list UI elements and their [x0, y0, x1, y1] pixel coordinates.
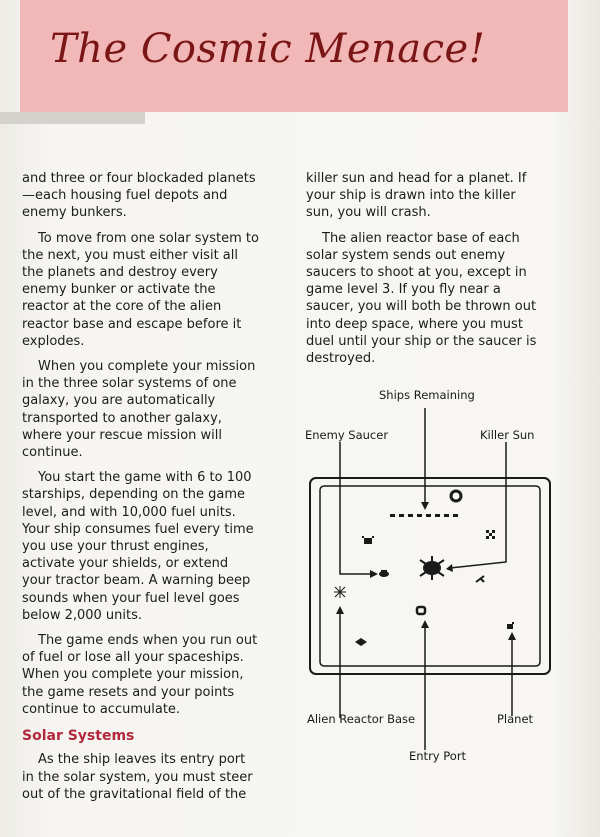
right-column — [306, 170, 546, 375]
alien-reactor-base-icon — [334, 586, 346, 598]
leader-lines — [340, 408, 512, 750]
planet-icon — [507, 622, 514, 629]
label-alien-reactor-base: Alien Reactor Base — [307, 712, 416, 726]
paragraph: The alien reactor base of each solar system sends out enemy saucers to shoot at you, except in game level 3. If you fly near a saucer, you will both be thrown out into deep space, where you must duel until your ship or the saucer is destroyed. — [306, 230, 537, 367]
paragraph: killer sun and head for a planet. If your ship is drawn into the killer sun, you will crash. — [306, 171, 527, 221]
paragraph: As the ship leaves its entry port in the solar system, you must steer out of the gravitational field of the — [22, 752, 253, 802]
label-entry-port: Entry Port — [409, 749, 467, 763]
diamond-object-icon — [355, 638, 367, 646]
label-planet: Planet — [497, 712, 534, 726]
entry-port-icon — [417, 607, 425, 614]
player-ship-icon — [476, 576, 484, 582]
paragraph: and three or four blockaded planets—each housing fuel depots and enemy bunkers. — [22, 171, 256, 221]
paragraph: You start the game with 6 to 100 starships, depending on the game level, and with 10,000 fuel units. Your ship consumes fuel every time you use your thrust engines, activate your shields, or extend your tractor beam. A warning beep sounds when your fuel level goes below 2,000 units. — [22, 470, 254, 623]
screen-inner-frame — [320, 486, 540, 666]
left-column — [22, 170, 260, 811]
label-killer-sun: Killer Sun — [480, 428, 535, 442]
enemy-saucer-icon — [379, 570, 389, 577]
label-ships-remaining: Ships Remaining — [379, 388, 475, 402]
game-screen-diagram — [300, 380, 560, 770]
paragraph: The game ends when you run out of fuel or lose all your spaceships. When you complete your mission, the game resets and your points continue to accumulate. — [22, 633, 258, 717]
page-title: The Cosmic Menace! — [50, 26, 486, 72]
screen-outer-frame — [310, 478, 550, 674]
ships-remaining-marks — [390, 514, 458, 517]
label-enemy-saucer: Enemy Saucer — [305, 428, 389, 442]
paragraph: To move from one solar system to the next, you must either visit all the planets and destroy every enemy bunker or activate the reactor at the core of the alien reactor base and escape before it explodes. — [22, 230, 259, 349]
paragraph: When you complete your mission in the three solar systems of one galaxy, you are automatically transported to another galaxy, where your rescue mission will continue. — [22, 359, 256, 461]
planet-marker-icon — [486, 530, 495, 539]
alien-bug-icon — [362, 536, 374, 544]
killer-sun-icon — [420, 556, 444, 580]
section-heading: Solar Systems — [22, 728, 135, 745]
score-symbol-icon — [451, 491, 461, 501]
header-shadow — [0, 112, 145, 124]
